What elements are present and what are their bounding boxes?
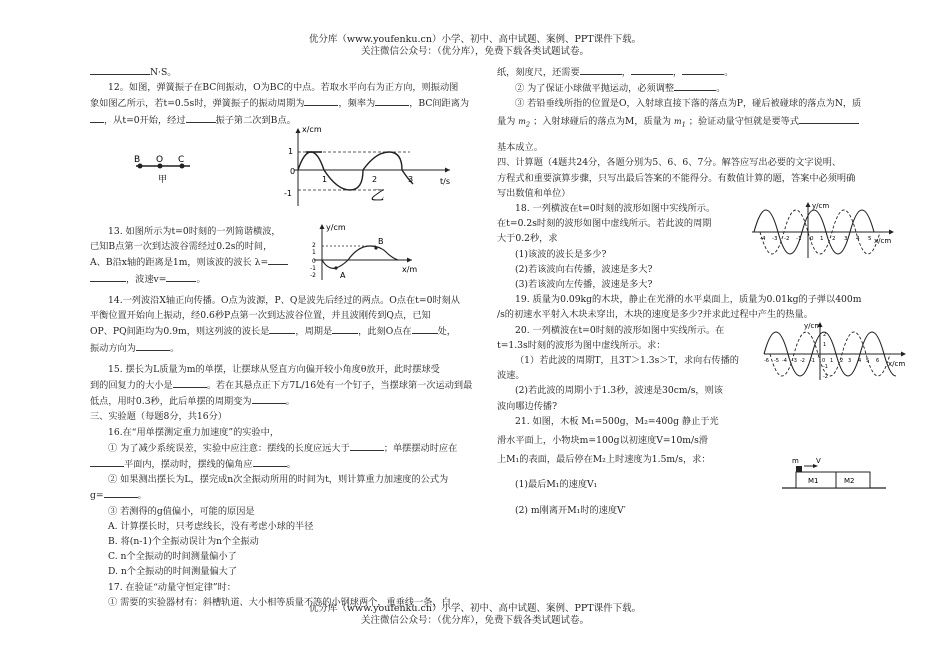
answer-blank (90, 112, 104, 123)
text-line: (2) m刚离开M₁时的速度V′ (515, 504, 626, 516)
figure-20-wave (760, 318, 910, 388)
answer-blank (269, 323, 295, 334)
point-a-label: A (340, 271, 346, 280)
text-line: 波向哪边传播? (497, 400, 558, 412)
answer-blank (332, 323, 358, 334)
question-14: 14.一列波沿X轴正向传播。O点为波源，P、Q是波先后经过的两点。O点在t=0时刻从 (108, 295, 460, 306)
answer-blank (631, 64, 673, 75)
text-line: (3)若该波向左传播，波速是多大? (515, 279, 653, 291)
answer-blank (253, 456, 287, 467)
text-line: 到的回复力的大小是 (90, 380, 173, 392)
point-c-label: C (178, 155, 185, 165)
right-column: 纸，刻度尺，还需要 ， ， 。 ② 为了保证小球做平抛运动，必须调整 。 ③ 若铅垂线所指的位置是O，入射球直接下落的落点为P，碰后被碰球的落点为N，质 量为 $m_2$ ；入射球碰后的落点为M，质量为 $m_1$ ；验证动量守恒就是要等式 基本成立。 四、计算题（4题共24分，各题分别为5、6、6、7分。解答应写出必要的文字说明、 方程式和重要演算步骤，只写出最后答案的不能得分。有数值计算的题，答案中必须明确 写出数值和单位） 18. 一列横波在t=0时刻的波形如图中实线所示。 在t=0.2s时刻的波形如图中虚线所示。若此波的周期 大于0.2秒，求 (1)该波的波长是多少? (2)若该波向右传播，波速是多大? (3)若该波向左传播，波速是多大? 19. 质量为0.09kg的木块，静止在光滑的水平桌面上，质量为0.01kg的子弹以400m /s的初速水平射入木块未穿出，木块的速度是多少?并求此过程中产生的热量。 20. 一列横波在t=0时刻的波形如图中实线所示。在 t=1.3s时刻的波形为图中虚线所示。求： （1）若此波的周期T，且3T＞1.3s＞T，求向右传播的 波速。 (2)若此波的周期小于1.3秒，波速是30cm/s，则该 波向哪边传播? 21. 如图，木板 M₁=500g，M₂=400g 静止于光 滑水平面上，小物块m=100g以初速度V=10m/s滑 上M₁的表面，最后停在M₂上时速度为1.5m/s，求： (1)最后M₁的速度V₁ (2) m刚离开M₁时的速度V′ (497, 64, 927, 518)
x-ticks (760, 236, 872, 242)
x-tick: 5 (866, 358, 870, 364)
x-axis-label: t/s (440, 177, 450, 186)
text-line: t=1.3s时刻的波形为图中虚线所示。求： (497, 339, 666, 351)
x-axis-label: x/cm (874, 237, 892, 245)
section-3-title: 三、实验题（每题8分，共16分） (90, 411, 227, 423)
answer-blank (799, 113, 859, 124)
board-m2-label: M2 (844, 477, 855, 485)
question-12: 12。如图，弹簧振子在BC间振动，O为BC的中点。若取水平向右为正方向，则振动图 (108, 82, 459, 94)
answer-blank (412, 323, 438, 334)
x-tick: -1 (796, 236, 802, 242)
x-tick: 2 (840, 358, 844, 364)
x-tick-3: 3 (408, 175, 414, 184)
footer-line2: 关注微信公众号：（优分库），免费下载各类试题试卷。 (360, 615, 589, 626)
answer-blank (252, 393, 286, 404)
question-15: 15. 摆长为L质量为m的单摆，让摆球从竖直方向偏开较小角度θ放开，此时摆球受 (108, 363, 440, 375)
text-line: 。 (196, 273, 206, 285)
left-column-continued (90, 293, 490, 610)
text-line: 象如图乙所示，若t=0.5s时，弹簧振子的振动周期为 (90, 98, 305, 110)
x-tick: 6 (876, 358, 880, 364)
x-ticks (764, 358, 879, 364)
y-tick: 2 (312, 242, 316, 249)
answer-blank (173, 377, 207, 388)
answer-blank (375, 95, 409, 106)
y-axis-label: y/cm (812, 202, 830, 210)
answer-blank (90, 271, 126, 282)
text-line: 写出数值和单位） (497, 187, 571, 199)
text-line: ② 为了保证小球做平抛运动，必须调整 (515, 83, 675, 95)
x-tick: 5 (868, 236, 872, 242)
text-line: (1)最后M₁的速度V₁ (515, 479, 598, 491)
option-d: D. n个全振动的时间测量偏大了 (108, 566, 238, 578)
text-line: 上M₁的表面，最后停在M₂上时速度为1.5m/s，求： (497, 454, 711, 466)
text-line: 。 (716, 83, 726, 95)
text-line: g= (90, 490, 104, 502)
text-line: 方程式和重要演算步骤，只写出最后答案的不能得分。有数值计算的题，答案中必须明确 (497, 172, 856, 184)
x-tick: -2 (784, 236, 790, 242)
y-tick: -2 (310, 272, 316, 279)
y-axis-label: x/cm (302, 125, 322, 134)
text-line: 在t=0.2s时刻的波形如图中虚线所示。若此波的周期 (497, 218, 712, 230)
x-tick: -4 (782, 358, 787, 364)
y-tick: 2 (823, 332, 827, 338)
text-line: 。 (137, 490, 147, 502)
text-line: (2)若此波的周期小于1.3秒，波速是30cm/s，则该 (515, 385, 723, 397)
x-tick: 0 (822, 358, 826, 364)
option-b: B. 将(n-1)个全振动误计为n个全振动 (108, 536, 259, 548)
answer-blank (166, 271, 196, 282)
text-line: 基本成立。 (497, 142, 543, 154)
y-tick: -2 (823, 374, 828, 380)
y-tick-0: 0 (290, 167, 296, 176)
page-header (0, 34, 950, 58)
text-line: 13. 如图所示为t=0时刻的一列简谐横波， (108, 226, 281, 237)
text-line: 振子第二次到B点。 (215, 114, 296, 126)
y-ticks (823, 332, 828, 380)
answer-blank (104, 487, 138, 498)
text-line: 平衡位置开始向上振动，经0.6秒P点第一次到达波谷位置，并且波刚传到Q点，已知 (90, 310, 431, 322)
footer-line1: 优分库（www.youfenku.cn）小学、初中、高中试题、案例、PPT课件下载。 (308, 603, 642, 614)
text-line: 已知B点第一次到达波谷需经过0.2s的时间， (90, 241, 273, 253)
figure-label-jia: 甲 (158, 175, 168, 185)
point-b-label: B (134, 155, 141, 165)
x-axis-label: x/cm (888, 360, 906, 368)
answer-blank (136, 340, 170, 351)
x-tick: 1 (820, 236, 824, 242)
x-tick: 4 (856, 236, 860, 242)
x-tick: -5 (774, 358, 779, 364)
text-line: ① 需要的实验器材有：斜槽轨道、大小相等质量不等的小钢球两个，重垂线一条，白 (108, 596, 451, 608)
text-line: ，波速v= (126, 273, 167, 285)
text-line: （1）若此波的周期T，且3T＞1.3s＞T，求向右传播的 (515, 355, 739, 367)
text-line: /s的初速水平射入木块未穿出，木块的速度是多少?并求此过程中产生的热量。 (497, 309, 813, 321)
text-line: ② 如果测出摆长为L，摆完成n次全振动所用的时间为t，则计算重力加速度的公式为 (108, 474, 449, 486)
y-tick: 1 (823, 342, 827, 348)
x-axis-label: x/m (402, 265, 418, 274)
x-tick: 0 (810, 236, 814, 242)
header-line1: 优分库（www.youfenku.cn）小学、初中、高中试题、案例、PPT课件下载。 (308, 34, 642, 45)
x-tick: 3 (844, 236, 848, 242)
text-line: 处， (437, 326, 456, 338)
y-tick-neg1: -1 (284, 189, 292, 198)
section-4-title: 四、计算题（4题共24分，各题分别为5、6、6、7分。解答应写出必要的文字说明、 (497, 157, 842, 169)
board-m1-label: M1 (808, 477, 819, 485)
text-line: ，从t=0开始，经过 (104, 114, 186, 126)
block-m-label: m (792, 457, 799, 465)
text-line: 。 (169, 342, 180, 354)
text-line: ， (672, 67, 683, 78)
figure-13-wave (308, 222, 418, 288)
y-tick: -1 (310, 265, 316, 272)
text-line: N·S。 (150, 67, 177, 78)
y-tick-1: 1 (288, 147, 294, 156)
text-line: ，频率为 (338, 98, 376, 110)
text-line: 纸，刻度尺，还需要 (497, 67, 580, 78)
answer-blank (674, 80, 716, 91)
header-line2: 关注微信公众号：（优分库），免费下载各类试题试卷。 (360, 46, 589, 57)
question-13 (90, 224, 320, 287)
text-line: OP、PQ间距均为0.9m，则这列波的波长是 (90, 326, 270, 338)
text-line: ③ 若铅垂线所指的位置是O，入射球直接下落的落点为P，碰后被碰球的落点为N，质 (515, 98, 862, 110)
text-line: ；验证动量守恒就是要等式 (688, 115, 800, 127)
y-tick: -1 (823, 364, 828, 370)
question-19: 19. 质量为0.09kg的木块，静止在光滑的水平桌面上，质量为0.01kg的子弹以400m (515, 294, 862, 306)
text-line: 。 (285, 396, 295, 408)
option-c: C. n个全振动的时间测量偏小了 (108, 551, 237, 563)
x-tick-1: 1 (322, 175, 328, 184)
text-line: 滑水平面上，小物块m=100g以初速度V=10m/s滑 (497, 435, 708, 447)
point-b-label: B (378, 237, 384, 246)
text-line: ；单摆摆动时应在 (383, 442, 458, 454)
answer-blank (90, 64, 150, 75)
y-tick: 0 (312, 258, 316, 265)
x-tick: 4 (858, 358, 862, 364)
text-line: ，BC间距离为 (409, 98, 470, 110)
page-footer (0, 603, 950, 627)
text-line: A、B沿x轴的距离是1m，则该波的波长 λ= (90, 257, 269, 269)
figure-18-wave (748, 200, 898, 266)
text-line: ；入射球碰后的落点为M，质量为 (533, 115, 672, 127)
question-20: 20. 一列横波在t=0时刻的波形如图中实线所示。在 (515, 324, 725, 336)
answer-blank (580, 64, 622, 75)
option-a: A. 计算摆长时，只考虑线长，没有考虑小球的半径 (108, 520, 314, 532)
figure-21-boards (780, 452, 890, 500)
y-axis-label: y/cm (326, 223, 346, 232)
x-tick: 3 (848, 358, 852, 364)
text-line: 量为 (497, 115, 516, 127)
x-tick: 1 (830, 358, 834, 364)
question-21: 21. 如图，木板 M₁=500g，M₂=400g 静止于光 (515, 415, 719, 427)
text-line: 大于0.2秒，求 (497, 233, 558, 245)
left-column (90, 64, 490, 128)
text-line: ① 为了减少系统误差，实验中应注意：摆线的长度应远大于 (108, 442, 350, 454)
figure-12-spring-oscillator (132, 152, 202, 196)
text-line: 平面内，摆动时，摆线的偏角应 (124, 459, 253, 471)
answer-blank (350, 440, 384, 451)
text-line: ③ 若测得的g值偏小，可能的原因是 (108, 505, 255, 517)
x-tick: -3 (772, 236, 778, 242)
question-18: 18. 一列横波在t=0时刻的波形如图中实线所示。 (515, 203, 716, 215)
y-axis-label: y/cm (804, 322, 822, 330)
figure-12-vibration-graph (280, 124, 460, 218)
x-tick: -1 (810, 358, 815, 364)
text-line: (2)若该波向右传播，波速是多大? (515, 263, 653, 275)
answer-blank (90, 456, 124, 467)
velocity-label: V (816, 457, 821, 465)
text-line: 低点，用时0.3秒，此后单摆的周期变为 (90, 396, 252, 408)
vibration-curve (298, 152, 413, 190)
text-line: 。 (286, 459, 296, 471)
answer-blank (304, 95, 338, 106)
x-tick: -2 (800, 358, 805, 364)
text-line: 。 (724, 67, 734, 78)
wave-curve (322, 246, 398, 268)
x-tick: -3 (792, 358, 797, 364)
answer-blank (268, 254, 288, 265)
x-tick: -6 (764, 358, 769, 364)
answer-blank (682, 64, 724, 75)
y-tick: 1 (312, 249, 316, 256)
text-line: (1)该波的波长是多少? (515, 248, 607, 260)
point-o-label: O (156, 155, 164, 165)
text-line: 振动方向为 (90, 342, 136, 354)
text-line: 波速。 (497, 370, 525, 382)
text-line: ， (621, 67, 631, 78)
x-tick-2: 2 (372, 175, 378, 184)
text-line: 。若在其悬点正下方7L/16处有一个钉子，当摆球第一次运动到最 (206, 380, 473, 392)
text-line: ，此刻O点在 (358, 326, 412, 338)
x-tick: 2 (832, 236, 836, 242)
answer-blank (186, 112, 216, 123)
x-tick: -4 (760, 236, 766, 242)
question-17: 17. 在验证“动量守恒定律”时： (108, 581, 236, 593)
figure-label-yi: 乙 (370, 188, 384, 204)
text-line: ，周期是 (295, 326, 333, 338)
question-16: 16.在“用单摆测定重力加速度”的实验中， (108, 426, 280, 438)
